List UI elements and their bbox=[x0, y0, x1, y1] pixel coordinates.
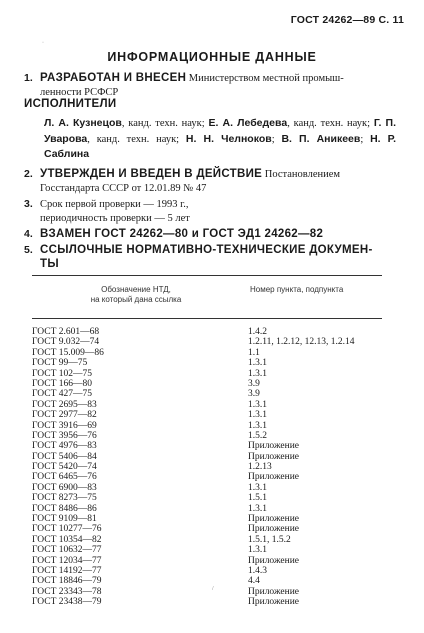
table-row bbox=[32, 441, 382, 451]
cell-designation: ГОСТ 23438—79 bbox=[32, 597, 102, 608]
cell-clause: Приложение bbox=[248, 472, 299, 483]
section-text: Госстандарта СССР от 12.01.89 № 47 bbox=[40, 182, 207, 194]
cell-designation: ГОСТ 5406—84 bbox=[32, 451, 97, 462]
cell-clause: 1.4.3 bbox=[248, 565, 267, 576]
executor-name: Е. А. Лебедева bbox=[208, 117, 288, 129]
cell-designation: ГОСТ 427—75 bbox=[32, 389, 92, 400]
cell-clause: Приложение bbox=[248, 586, 299, 597]
table-row bbox=[32, 410, 382, 420]
executor-name: Г. П. Уварова bbox=[44, 117, 396, 145]
section-text: Министерством местной промыш- bbox=[186, 73, 344, 84]
table-body bbox=[32, 327, 382, 608]
cell-clause: 1.3.1 bbox=[248, 410, 267, 421]
section-text: Постановлением bbox=[262, 169, 341, 180]
table-row bbox=[32, 535, 382, 545]
section-number: 4. bbox=[24, 228, 33, 240]
cell-clause: Приложение bbox=[248, 597, 299, 608]
cell-designation: ГОСТ 4976—83 bbox=[32, 441, 97, 452]
table-row bbox=[32, 566, 382, 576]
cell-designation: ГОСТ 10354—82 bbox=[32, 534, 102, 545]
reference-table bbox=[32, 275, 382, 608]
cell-clause: 3.9 bbox=[248, 389, 260, 400]
column-header-line: Обозначение НТД, bbox=[101, 285, 171, 294]
cell-designation: ГОСТ 9.032—74 bbox=[32, 337, 100, 348]
cell-designation: ГОСТ 9109—81 bbox=[32, 514, 97, 525]
section-heading: РАЗРАБОТАН И ВНЕСЕН bbox=[40, 72, 187, 84]
cell-designation: ГОСТ 3956—76 bbox=[32, 430, 97, 441]
table-header bbox=[32, 276, 382, 318]
table-row bbox=[32, 524, 382, 534]
cell-designation: ГОСТ 99—75 bbox=[32, 358, 88, 369]
column-header-clause: Номер пункта, подпункта bbox=[250, 285, 344, 294]
executor-title: ; bbox=[360, 133, 371, 145]
table-row bbox=[32, 576, 382, 586]
executor-name: Л. А. Кузнецов bbox=[44, 117, 122, 129]
cell-clause: Приложение bbox=[248, 524, 299, 535]
section-3 bbox=[24, 198, 398, 225]
section-heading: ВЗАМЕН ГОСТ 24262—80 и ГОСТ ЭД1 24262—82 bbox=[40, 228, 324, 240]
table-row bbox=[32, 452, 382, 462]
cell-clause: 3.9 bbox=[248, 378, 260, 389]
table-row bbox=[32, 462, 382, 472]
cell-clause: 1.3.1 bbox=[248, 358, 267, 369]
table-row bbox=[32, 556, 382, 566]
table-row bbox=[32, 597, 382, 607]
scan-speck: · bbox=[42, 40, 44, 46]
cell-clause: 1.2.13 bbox=[248, 462, 272, 473]
table-row bbox=[32, 431, 382, 441]
cell-clause: Приложение bbox=[248, 441, 299, 452]
cell-clause: 1.2.11, 1.2.12, 12.13, 1.2.14 bbox=[248, 337, 355, 348]
cell-clause: 1.5.1 bbox=[248, 493, 267, 504]
cell-clause: 1.5.2 bbox=[248, 430, 267, 441]
table-row bbox=[32, 358, 382, 368]
table-row bbox=[32, 545, 382, 555]
table-row bbox=[32, 337, 382, 347]
cell-clause: 1.3.1 bbox=[248, 420, 267, 431]
cell-designation: ГОСТ 8273—75 bbox=[32, 493, 97, 504]
column-header-line: на который дана ссылка bbox=[90, 295, 182, 304]
table-row bbox=[32, 472, 382, 482]
executor-title: , канд. техн. наук; bbox=[287, 118, 374, 129]
section-text: периодичность проверки — 5 лет bbox=[40, 212, 190, 224]
executor-title: ; bbox=[271, 133, 282, 145]
cell-designation: ГОСТ 10277—76 bbox=[32, 524, 102, 535]
cell-designation: ГОСТ 23343—78 bbox=[32, 586, 102, 597]
scan-speck: / bbox=[212, 586, 214, 592]
section-4 bbox=[24, 228, 398, 242]
section-number: 2. bbox=[24, 168, 33, 180]
cell-clause: 1.3.1 bbox=[248, 503, 267, 514]
page-header: ГОСТ 24262—89 С. 11 bbox=[290, 14, 404, 26]
section-number: 3. bbox=[24, 198, 33, 210]
cell-designation: ГОСТ 18846—79 bbox=[32, 576, 102, 587]
cell-clause: Приложение bbox=[248, 555, 299, 566]
executor-title: , канд. техн. наук; bbox=[87, 133, 186, 145]
cell-designation: ГОСТ 14192—77 bbox=[32, 565, 102, 576]
page-title: ИНФОРМАЦИОННЫЕ ДАННЫЕ bbox=[107, 50, 317, 64]
section-2 bbox=[24, 168, 398, 195]
cell-designation: ГОСТ 2695—83 bbox=[32, 399, 97, 410]
table-row bbox=[32, 421, 382, 431]
table-row bbox=[32, 504, 382, 514]
section-text: ленности РСФСР bbox=[40, 86, 119, 98]
cell-designation: ГОСТ 166—80 bbox=[32, 378, 92, 389]
table-row bbox=[32, 483, 382, 493]
table-row bbox=[32, 514, 382, 524]
table-row bbox=[32, 493, 382, 503]
executor-name: Н. Н. Челноков bbox=[185, 132, 272, 145]
cell-clause: 1.1 bbox=[248, 347, 260, 358]
executor-name: В. П. Аникеев bbox=[281, 132, 361, 145]
cell-designation: ГОСТ 6900—83 bbox=[32, 482, 97, 493]
cell-designation: ГОСТ 10632—77 bbox=[32, 545, 102, 556]
section-number: 1. bbox=[24, 72, 33, 84]
cell-designation: ГОСТ 2977—82 bbox=[32, 410, 97, 421]
table-header-rule bbox=[32, 318, 382, 319]
cell-clause: Приложение bbox=[248, 514, 299, 525]
table-row bbox=[32, 369, 382, 379]
section-text: Срок первой проверки — 1993 г., bbox=[40, 199, 189, 210]
cell-designation: ГОСТ 15.009—86 bbox=[32, 347, 104, 358]
cell-designation: ГОСТ 3916—69 bbox=[32, 420, 97, 431]
section-1 bbox=[24, 72, 398, 99]
table-row bbox=[32, 348, 382, 358]
table-row bbox=[32, 587, 382, 597]
section-heading: ССЫЛОЧНЫЕ НОРМАТИВНО-ТЕХНИЧЕСКИЕ ДОКУМЕН- bbox=[40, 244, 373, 256]
executors-list bbox=[44, 116, 396, 163]
cell-clause: 1.5.1, 1.5.2 bbox=[248, 534, 291, 545]
section-number: 5. bbox=[24, 244, 33, 256]
cell-designation: ГОСТ 6465—76 bbox=[32, 472, 97, 483]
table-row bbox=[32, 327, 382, 337]
column-header-designation bbox=[32, 276, 240, 318]
cell-clause: 1.4.2 bbox=[248, 327, 267, 337]
section-5 bbox=[24, 244, 398, 271]
executors-heading: ИСПОЛНИТЕЛИ bbox=[24, 98, 117, 110]
section-heading: УТВЕРЖДЕН И ВВЕДЕН В ДЕЙСТВИЕ bbox=[40, 168, 263, 180]
section-heading-cont: ТЫ bbox=[40, 257, 59, 270]
cell-clause: 4.4 bbox=[248, 576, 260, 587]
cell-clause: 1.3.1 bbox=[248, 368, 267, 379]
executor-name: Н. Р. Саблина bbox=[44, 132, 397, 160]
executor-title: , канд. техн. наук; bbox=[121, 118, 209, 129]
cell-designation: ГОСТ 8486—86 bbox=[32, 503, 97, 514]
cell-designation: ГОСТ 102—75 bbox=[32, 368, 92, 379]
cell-clause: 1.3.1 bbox=[248, 545, 267, 556]
cell-designation: ГОСТ 12034—77 bbox=[32, 555, 102, 566]
table-row bbox=[32, 389, 382, 399]
table-row bbox=[32, 379, 382, 389]
cell-clause: 1.3.1 bbox=[248, 399, 267, 410]
cell-designation: ГОСТ 2.601—68 bbox=[32, 327, 100, 337]
cell-designation: ГОСТ 5420—74 bbox=[32, 462, 97, 473]
cell-clause: Приложение bbox=[248, 451, 299, 462]
table-row bbox=[32, 400, 382, 410]
cell-clause: 1.3.1 bbox=[248, 482, 267, 493]
